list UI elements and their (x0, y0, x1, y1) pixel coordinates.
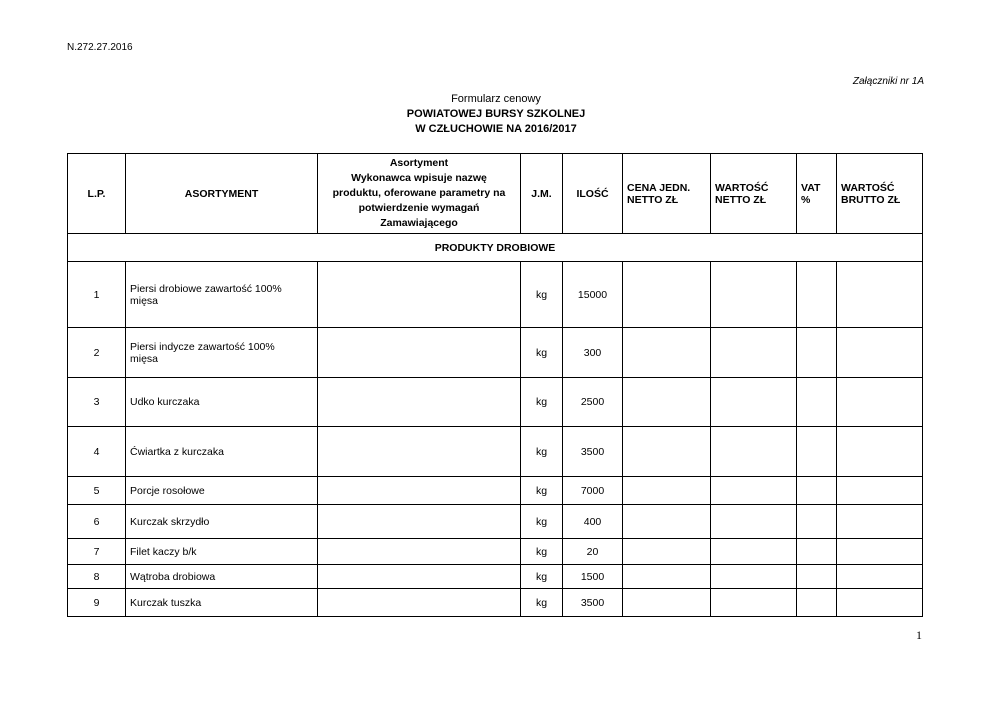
row-name: Filet kaczy b/k (126, 539, 318, 565)
product-header-line-5: Zamawiającego (380, 217, 458, 229)
row-name-line-2: mięsa (130, 352, 159, 365)
row-cena-cell[interactable] (623, 539, 711, 565)
table-row (68, 539, 923, 565)
title-line-3: W CZŁUCHOWIE NA 2016/2017 (415, 123, 577, 135)
vat-header-line-1: VAT (801, 181, 821, 194)
row-lp: 6 (68, 505, 126, 539)
row-wartosc-brutto-cell[interactable] (837, 378, 923, 427)
col-ilosc-header: ILOŚĆ (563, 154, 623, 234)
row-name: Kurczak skrzydło (126, 505, 318, 539)
table-row (68, 328, 923, 378)
row-wartosc-netto-cell[interactable] (711, 539, 797, 565)
title-line-2: POWIATOWEJ BURSY SZKOLNEJ (406, 108, 586, 120)
row-vat-cell[interactable] (797, 565, 837, 589)
document-reference: N.272.27.2016 (67, 42, 133, 53)
row-name-line-2: mięsa (130, 294, 159, 307)
row-jm: kg (521, 427, 563, 477)
row-product-cell[interactable] (318, 328, 521, 378)
title-line-1: Formularz cenowy (451, 93, 541, 105)
row-jm: kg (521, 505, 563, 539)
row-lp: 7 (68, 539, 126, 565)
section-title: PRODUKTY DROBIOWE (68, 234, 923, 262)
row-cena-cell[interactable] (623, 427, 711, 477)
row-name: Porcje rosołowe (126, 477, 318, 505)
row-cena-cell[interactable] (623, 378, 711, 427)
row-product-cell[interactable] (318, 262, 521, 328)
row-lp: 4 (68, 427, 126, 477)
table-row (68, 427, 923, 477)
product-header-line-1: Asortyment (389, 157, 449, 169)
row-wartosc-netto-cell[interactable] (711, 505, 797, 539)
row-jm: kg (521, 539, 563, 565)
row-wartosc-brutto-cell[interactable] (837, 539, 923, 565)
row-ilosc: 15000 (563, 262, 623, 328)
row-wartosc-netto-cell[interactable] (711, 565, 797, 589)
row-ilosc: 3500 (563, 427, 623, 477)
row-vat-cell[interactable] (797, 539, 837, 565)
row-vat-cell[interactable] (797, 477, 837, 505)
row-jm: kg (521, 262, 563, 328)
vat-header-line-2: % (801, 193, 811, 206)
product-header-line-2: Wykonawca wpisuje nazwę (351, 172, 487, 184)
form-title (0, 92, 992, 137)
annex-label: Załączniki nr 1A (852, 76, 924, 87)
row-jm: kg (521, 589, 563, 617)
table-row (68, 477, 923, 505)
row-ilosc: 1500 (563, 565, 623, 589)
row-lp: 5 (68, 477, 126, 505)
row-wartosc-netto-cell[interactable] (711, 378, 797, 427)
row-cena-cell[interactable] (623, 262, 711, 328)
row-wartosc-brutto-cell[interactable] (837, 589, 923, 617)
row-jm: kg (521, 328, 563, 378)
row-product-cell[interactable] (318, 427, 521, 477)
row-jm: kg (521, 565, 563, 589)
wartosc-netto-header-line-1: WARTOŚĆ (715, 181, 769, 194)
row-product-cell[interactable] (318, 477, 521, 505)
row-vat-cell[interactable] (797, 378, 837, 427)
header-row (68, 154, 923, 234)
price-table (67, 153, 923, 617)
row-name (126, 328, 318, 378)
row-cena-cell[interactable] (623, 328, 711, 378)
row-product-cell[interactable] (318, 589, 521, 617)
table-row (68, 262, 923, 328)
wartosc-brutto-header-line-2: BRUTTO ZŁ (841, 193, 901, 206)
col-jm-header: J.M. (521, 154, 563, 234)
row-lp: 9 (68, 589, 126, 617)
row-ilosc: 3500 (563, 589, 623, 617)
product-header-line-4: potwierdzenie wymagań (358, 202, 480, 214)
row-wartosc-netto-cell[interactable] (711, 262, 797, 328)
row-lp: 1 (68, 262, 126, 328)
row-wartosc-brutto-cell[interactable] (837, 427, 923, 477)
row-ilosc: 300 (563, 328, 623, 378)
row-ilosc: 7000 (563, 477, 623, 505)
row-name-line-1: Piersi drobiowe zawartość 100% (130, 282, 282, 295)
row-product-cell[interactable] (318, 565, 521, 589)
row-vat-cell[interactable] (797, 505, 837, 539)
row-wartosc-netto-cell[interactable] (711, 477, 797, 505)
row-name: Kurczak tuszka (126, 589, 318, 617)
col-wartosc-netto-header (711, 154, 797, 234)
table-row (68, 378, 923, 427)
col-lp-header: L.P. (68, 154, 126, 234)
product-header-line-3: produktu, oferowane parametry na (332, 187, 506, 199)
row-ilosc: 20 (563, 539, 623, 565)
row-cena-cell[interactable] (623, 477, 711, 505)
row-vat-cell[interactable] (797, 427, 837, 477)
row-product-cell[interactable] (318, 378, 521, 427)
wartosc-netto-header-line-2: NETTO ZŁ (715, 193, 767, 206)
cena-header-line-1: CENA JEDN. (627, 181, 691, 194)
row-wartosc-brutto-cell[interactable] (837, 328, 923, 378)
col-cena-header (623, 154, 711, 234)
row-vat-cell[interactable] (797, 589, 837, 617)
row-cena-cell[interactable] (623, 589, 711, 617)
row-name: Wątroba drobiowa (126, 565, 318, 589)
row-jm: kg (521, 477, 563, 505)
table-row (68, 589, 923, 617)
row-product-cell[interactable] (318, 505, 521, 539)
row-cena-cell[interactable] (623, 505, 711, 539)
row-jm: kg (521, 378, 563, 427)
row-wartosc-brutto-cell[interactable] (837, 262, 923, 328)
row-wartosc-netto-cell[interactable] (711, 589, 797, 617)
row-wartosc-netto-cell[interactable] (711, 328, 797, 378)
row-wartosc-brutto-cell[interactable] (837, 505, 923, 539)
row-vat-cell[interactable] (797, 328, 837, 378)
row-ilosc: 2500 (563, 378, 623, 427)
row-wartosc-brutto-cell[interactable] (837, 565, 923, 589)
section-row (68, 234, 923, 262)
row-name: Ćwiartka z kurczaka (126, 427, 318, 477)
row-ilosc: 400 (563, 505, 623, 539)
row-name (126, 262, 318, 328)
wartosc-brutto-header-line-1: WARTOŚĆ (841, 181, 895, 194)
row-wartosc-netto-cell[interactable] (711, 427, 797, 477)
row-lp: 3 (68, 378, 126, 427)
col-wartosc-brutto-header (837, 154, 923, 234)
row-name-line-1: Piersi indycze zawartość 100% (130, 340, 275, 353)
row-lp: 2 (68, 328, 126, 378)
row-name: Udko kurczaka (126, 378, 318, 427)
cena-header-line-2: NETTO ZŁ (627, 193, 679, 206)
table-row (68, 505, 923, 539)
row-wartosc-brutto-cell[interactable] (837, 477, 923, 505)
page-number: 1 (916, 628, 922, 642)
col-vat-header (797, 154, 837, 234)
row-lp: 8 (68, 565, 126, 589)
table-row (68, 565, 923, 589)
row-cena-cell[interactable] (623, 565, 711, 589)
row-vat-cell[interactable] (797, 262, 837, 328)
col-product-header (318, 154, 521, 234)
row-product-cell[interactable] (318, 539, 521, 565)
col-asortyment-header: ASORTYMENT (126, 154, 318, 234)
